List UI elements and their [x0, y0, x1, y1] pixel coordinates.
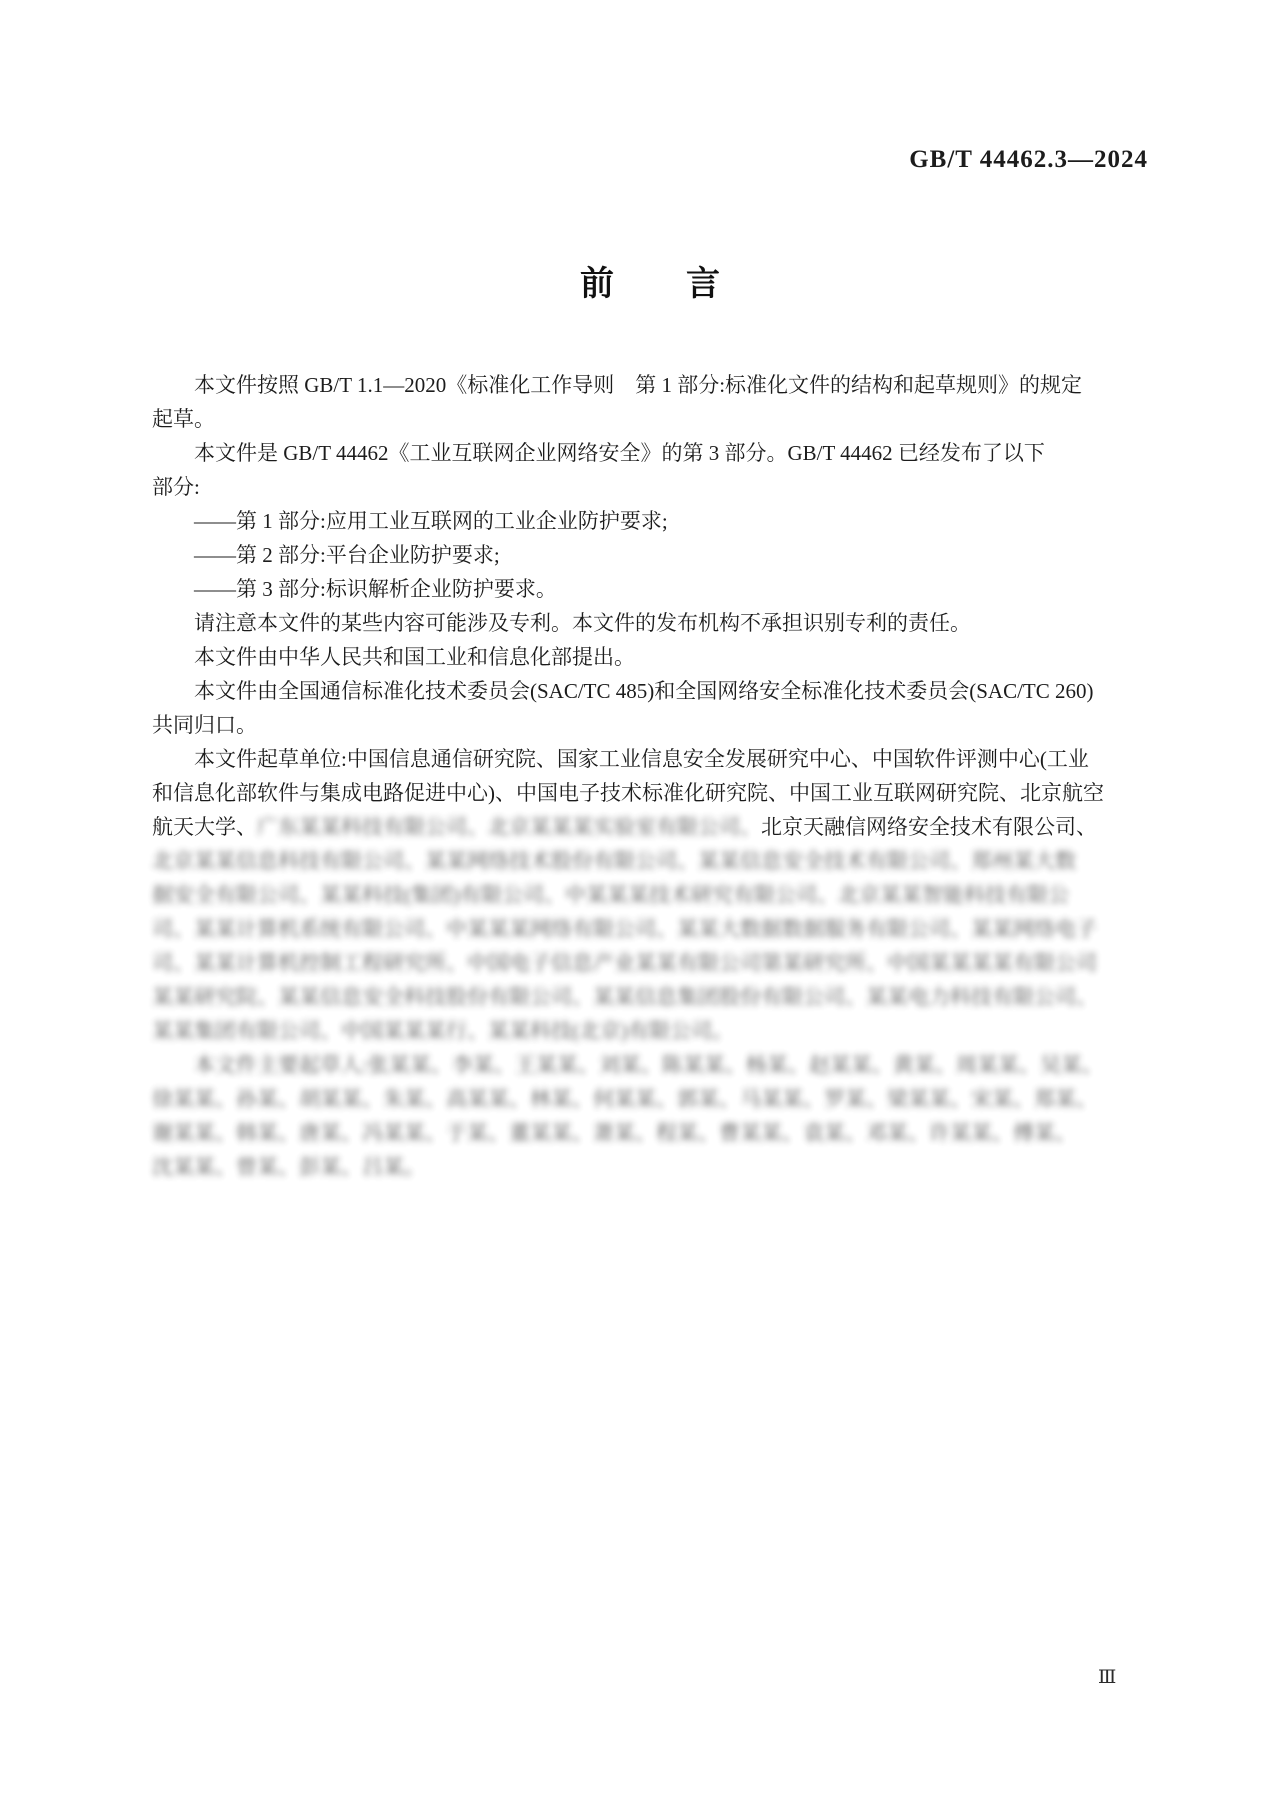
text-segment: ——第 1 部分:应用工业互联网的工业企业防护要求; — [194, 509, 668, 533]
redacted-text: 北京某某信息科技有限公司、某某网络技术股份有限公司、某某信息安全技术有限公司、郑州某大数 — [152, 849, 1076, 873]
redacted-text: 司、某某计算机系统有限公司、中某某某网络有限公司、某某大数据数据服务有限公司、某某网络电子 — [152, 917, 1097, 941]
text-line — [152, 980, 1148, 1014]
text-segment: 本文件是 GB/T 44462《工业互联网企业网络安全》的第 3 部分。GB/T 44462 已经发布了以下 — [194, 441, 1045, 465]
text-segment: ——第 3 部分:标识解析企业防护要求。 — [194, 577, 557, 601]
redacted-text: 某某集团有限公司、中国某某某行、某某科技(北京)有限公司。 — [152, 1019, 733, 1043]
title-char-second: 言 — [686, 265, 720, 303]
text-line — [152, 708, 1148, 742]
text-line — [152, 742, 1148, 776]
page-number: Ⅲ — [1098, 1667, 1117, 1688]
text-line — [152, 674, 1148, 708]
text-segment: ——第 2 部分:平台企业防护要求; — [194, 543, 500, 567]
text-line — [152, 436, 1148, 470]
text-line — [152, 810, 1148, 844]
text-line — [152, 402, 1148, 436]
redacted-text: 本文件主要起草人:张某某、李某、王某某、刘某、陈某某、杨某、赵某某、黄某、周某某、吴某、 — [194, 1053, 1103, 1077]
text-line — [152, 1116, 1148, 1150]
standard-number: GB/T 44462.3—2024 — [909, 146, 1148, 173]
text-segment: 本文件按照 GB/T 1.1—2020《标准化工作导则 第 1 部分:标准化文件的结构和起草规则》的规定 — [194, 373, 1083, 397]
text-segment: 请注意本文件的某些内容可能涉及专利。本文件的发布机构不承担识别专利的责任。 — [194, 611, 971, 635]
text-line — [152, 368, 1148, 402]
text-segment: 北京天融信网络安全技术有限公司、 — [761, 815, 1097, 839]
text-line — [152, 640, 1148, 674]
page-title — [152, 256, 1148, 305]
redacted-text: 司、某某计算机控制工程研究所、中国电子信息产业某某有限公司第某研究所、中国某某某某有限公司 — [152, 951, 1097, 975]
text-line — [152, 776, 1148, 810]
text-segment: 共同归口。 — [152, 713, 257, 737]
redacted-text: 沈某某、曾某、彭某、吕某。 — [152, 1155, 425, 1179]
text-line — [152, 504, 1148, 538]
text-segment: 起草。 — [152, 407, 215, 431]
text-line — [152, 878, 1148, 912]
redacted-text: 广东某某科技有限公司、北京某某某实验室有限公司、 — [257, 815, 761, 839]
redacted-text: 谢某某、韩某、唐某、冯某某、于某、董某某、萧某、程某、曹某某、袁某、邓某、许某某、傅某、 — [152, 1121, 1076, 1145]
text-segment: 本文件由中华人民共和国工业和信息化部提出。 — [194, 645, 635, 669]
text-segment: 本文件由全国通信标准化技术委员会(SAC/TC 485)和全国网络安全标准化技术委员会(SAC/TC 260) — [194, 679, 1094, 703]
text-line — [152, 1048, 1148, 1082]
text-segment: 部分: — [152, 475, 200, 499]
text-line — [152, 1014, 1148, 1048]
text-line — [152, 470, 1148, 504]
text-segment: 本文件起草单位:中国信息通信研究院、国家工业信息安全发展研究中心、中国软件评测中心(工业 — [194, 747, 1089, 771]
text-line — [152, 844, 1148, 878]
text-segment: 和信息化部软件与集成电路促进中心)、中国电子技术标准化研究院、中国工业互联网研究院、北京航空 — [152, 781, 1104, 805]
text-line — [152, 912, 1148, 946]
redacted-text: 徐某某、孙某、胡某某、朱某、高某某、林某、何某某、郭某、马某某、罗某、梁某某、宋某、郑某、 — [152, 1087, 1097, 1111]
redacted-text: 据安全有限公司、某某科技(集团)有限公司、中某某某技术研究有限公司、北京某某智能科技有限公 — [152, 883, 1069, 907]
text-segment: 航天大学、 — [152, 815, 257, 839]
text-line — [152, 1150, 1148, 1184]
text-line — [152, 572, 1148, 606]
document-body — [152, 368, 1148, 1184]
text-line — [152, 1082, 1148, 1116]
text-line — [152, 606, 1148, 640]
redacted-text: 某某研究院、某某信息安全科技股份有限公司、某某信息集团股份有限公司、某某电力科技有限公司、 — [152, 985, 1097, 1009]
text-line — [152, 538, 1148, 572]
title-char-first: 前 — [580, 265, 614, 303]
text-line — [152, 946, 1148, 980]
